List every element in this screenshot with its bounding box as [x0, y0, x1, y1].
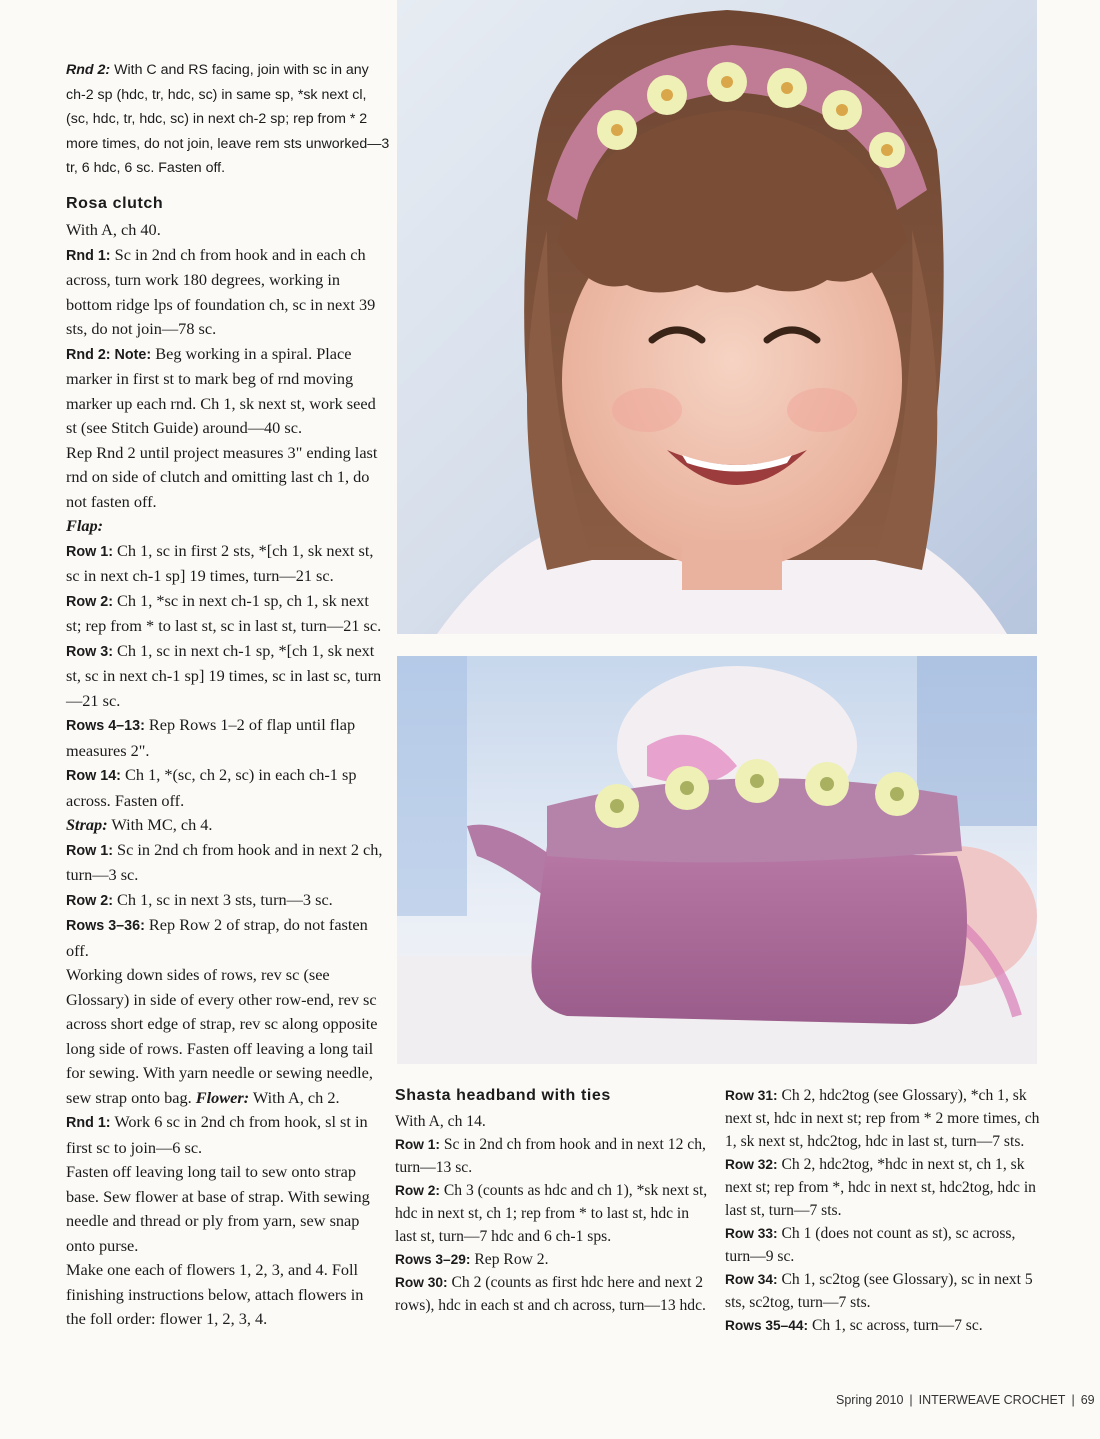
clutch-rep: Rep Rnd 2 until project measures 3" ending last rnd on side of clutch and omitting last ch 1, do not fasten off. [66, 442, 378, 511]
clutch-rnd1-label: Rnd 1: [66, 247, 111, 264]
make-text: Make one each of flowers 1, 2, 3, and 4. Foll finishing instructions below, attach flowers in the foll order: flower 1, 2, 3, 4. [66, 1260, 364, 1328]
headband-row33-label: Row 33: [725, 1226, 778, 1241]
strap-text: With MC, ch 4. [107, 815, 213, 834]
intro-paragraph [66, 58, 392, 181]
flap-row3-text: Ch 1, sc in next ch-1 sp, *[ch 1, sk next st, sc in next ch-1 sp] 19 times, sc in last sc, turn—21 sc. [66, 640, 382, 710]
headband-row1-text: Sc in 2nd ch from hook and in next 12 ch, turn—13 sc. [395, 1136, 706, 1176]
girl-portrait-illustration [397, 0, 1037, 634]
flap-rows4-text: Rep Rows 1–2 of flap until flap measures 2". [66, 715, 356, 760]
headband-row31-label: Row 31: [725, 1088, 778, 1103]
strap-row1-label: Row 1: [66, 842, 113, 859]
rosa-clutch-section [66, 192, 386, 1332]
flap-row1-label: Row 1: [66, 543, 113, 560]
flower-rnd1-label: Rnd 1: [66, 1115, 111, 1131]
working-text: Working down sides of rows, rev sc (see Glossary) in side of every other row-end, rev sc across short edge of strap, rev sc along opposite long side of rows. Fasten off leaving a long tail for sewing. With yarn needle or sewing needle, sew strap onto bag. [66, 965, 378, 1107]
footer-magazine: INTERWEAVE CROCHET [918, 1393, 1066, 1407]
clutch-photo [397, 656, 1037, 1064]
headband-row34-text: Ch 1, sc2tog (see Glossary), sc in next 5 sts, sc2tog, turn—7 sts. [725, 1271, 1033, 1311]
strap-row2-label: Row 2: [66, 892, 113, 909]
headband-rows35-text: Ch 1, sc across, turn—7 sc. [808, 1317, 983, 1334]
flap-row14-text: Ch 1, *(sc, ch 2, sc) in each ch-1 sp across. Fasten off. [66, 765, 357, 810]
clutch-rnd2-note: Note: [110, 346, 152, 363]
clutch-rnd2-label: Rnd 2: [66, 346, 111, 363]
clutch-rnd1-text: Sc in 2nd ch from hook and in each ch across, turn work 180 degrees, working in bottom ridge lps of foundation ch, sc in next 39 sts, do not join—78 sc. [66, 244, 376, 338]
shasta-headband-heading: Shasta headband with ties [395, 1087, 611, 1104]
headband-rows3-text: Rep Row 2. [470, 1251, 549, 1268]
flower-text: With A, ch 2. [249, 1087, 340, 1107]
headband-start: With A, ch 14. [395, 1113, 486, 1130]
strap-rows3-label: Rows 3–36: [66, 918, 145, 934]
flower-rnd1-text: Work 6 sc in 2nd ch from hook, sl st in first sc to join—6 sc. [66, 1112, 368, 1157]
headband-rows35-label: Rows 35–44: [725, 1318, 809, 1333]
clutch-rnd2-text: Beg working in a spiral. Place marker in first st to mark beg of rnd moving marker up each rnd. Ch 1, sk next st, work seed st (see Stitch Guide) around—40 sc. [66, 343, 376, 437]
fasten-text: Fasten off leaving long tail to sew onto strap base. Sew flower at base of strap. With sewing needle and thread or ply from yarn, sew snap onto purse. [66, 1162, 370, 1255]
strap-rows3-text: Rep Row 2 of strap, do not fasten off. [66, 915, 368, 960]
flap-rows4-label: Rows 4–13: [66, 718, 145, 734]
headband-continued-section [725, 1084, 1041, 1337]
clutch-illustration [397, 656, 1037, 1064]
headband-row34-label: Row 34: [725, 1272, 778, 1287]
flap-row1-text: Ch 1, sc in first 2 sts, *[ch 1, sk next st, sc in next ch-1 sp] 19 times, turn—21 sc. [66, 540, 374, 585]
headband-row2-label: Row 2: [395, 1183, 440, 1198]
footer-separator: | [1071, 1393, 1075, 1407]
headband-row1-label: Row 1: [395, 1137, 440, 1152]
footer-page-number: 69 [1080, 1393, 1095, 1407]
flap-row2-label: Row 2: [66, 593, 113, 610]
headband-row30-text: Ch 2 (counts as first hdc here and next 2 rows), hdc in each st and ch across, turn—13 hdc. [395, 1274, 706, 1314]
headband-row32-label: Row 32: [725, 1157, 778, 1172]
clutch-start: With A, ch 40. [66, 220, 161, 239]
page-footer [836, 1393, 1095, 1407]
headband-row32-text: Ch 2, hdc2tog, *hdc in next st, ch 1, sk next st; rep from *, hdc in next st, hdc2tog, hdc in last st, turn—7 sts. [725, 1156, 1036, 1219]
headband-row33-text: Ch 1 (does not count as st), sc across, turn—9 sc. [725, 1225, 1016, 1265]
intro-text: With C and RS facing, join with sc in any ch-2 sp (hdc, tr, hdc, sc) in same sp, *sk next cl, (sc, hdc, tr, hdc, sc) in next ch-2 sp; rep from * 2 more times, do not join, leave rem sts unworked—3 tr, 6 hdc, 6 sc. Fasten off. [66, 62, 390, 176]
flower-label: Flower: [191, 1087, 250, 1107]
strap-row1-text: Sc in 2nd ch from hook and in next 2 ch, turn—3 sc. [66, 839, 383, 884]
flap-row2-text: Ch 1, *sc in next ch-1 sp, ch 1, sk next st; rep from * to last st, sc in last st, turn—21 sc. [66, 590, 382, 635]
headband-row2-text: Ch 3 (counts as hdc and ch 1), *sk next st, hdc in next st, ch 1; rep from * to last st, hdc in last st, turn—7 hdc and 6 ch-1 sps. [395, 1182, 708, 1245]
strap-label: Strap: [66, 815, 108, 834]
footer-separator: | [909, 1393, 913, 1407]
rosa-clutch-heading: Rosa clutch [66, 195, 164, 212]
headband-rows3-label: Rows 3–29: [395, 1252, 471, 1267]
strap-row2-text: Ch 1, sc in next 3 sts, turn—3 sc. [112, 889, 333, 909]
headband-photo [397, 0, 1037, 634]
flap-row3-label: Row 3: [66, 643, 113, 660]
shasta-headband-section [395, 1084, 711, 1317]
headband-row30-label: Row 30: [395, 1275, 448, 1290]
flap-row14-label: Row 14: [66, 768, 121, 784]
headband-row31-text: Ch 2, hdc2tog (see Glossary), *ch 1, sk next st, hdc in next st; rep from * 2 more times, ch 1, sk next st, hdc2tog, hdc in last st, turn—7 sts. [725, 1087, 1040, 1150]
flap-label: Flap: [66, 516, 104, 535]
footer-issue: Spring 2010 [836, 1393, 904, 1407]
intro-label: Rnd 2: [66, 62, 111, 78]
